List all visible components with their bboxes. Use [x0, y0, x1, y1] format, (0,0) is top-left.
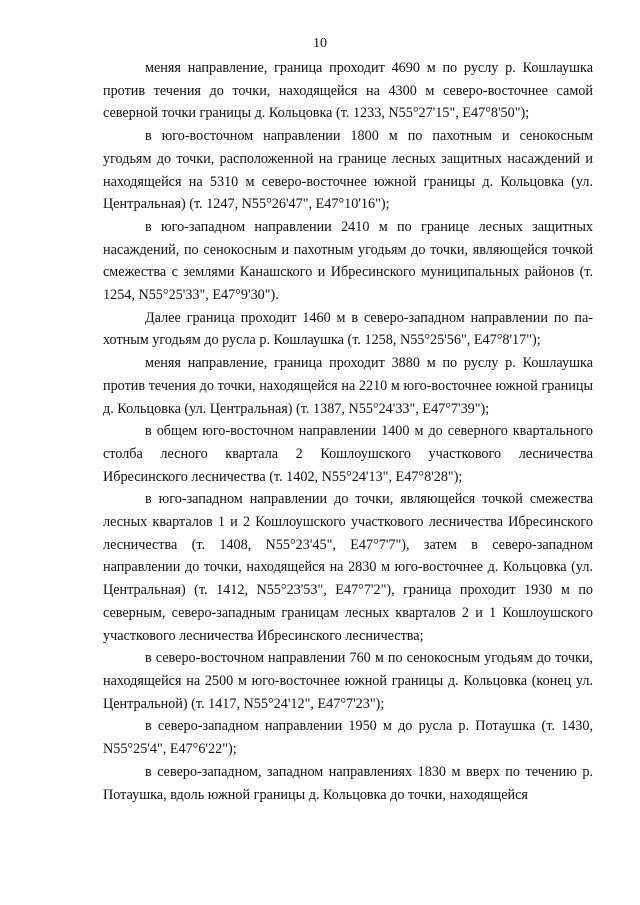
paragraph: меняя направление, граница проходит 4690 м по руслу р. Кошлаушка против течения до точки, находящейся на 4300 м северо-восточнее самой северной точки границы д. Кольцовка (т. 1233, N55°27'15", E47°8'50"); — [103, 60, 593, 122]
paragraph: Далее граница проходит 1460 м в северо-западном направлении по пахотным угодьям до русла р. Кошлаушка (т. 1258, N55°25'56", E47°8'17"); — [103, 309, 593, 349]
paragraph: в юго-восточном направлении 1800 м по пахотным и сенокосным угодьям до точки, расположенной на границе лесных защитных насаждений и находящейся на 5310 м северо-восточнее южной границы д. Кольцовка (ул. Центральная) (т. 1247, N55°26'47", E47°10'16"); — [103, 128, 593, 213]
paragraph: в юго-западном направлении 2410 м по границе лесных защитных насаждений, по сенокосным и пахотным угодьям до точки, являющейся точкой смежества с землями Канашского и Ибресинского муниципальных районов (т. 1254, N55°25'33", E47°9'30"). — [103, 218, 593, 304]
paragraph: меняя направление, граница проходит 3880 м по руслу р. Кошлаушка против течения до точки, находящейся на 2210 м юго-восточнее южной границы д. Кольцовка (ул. Центральная) (т. 1387, N55°24'33", E47°7'39"); — [103, 355, 593, 417]
page-number: 10 — [313, 36, 327, 51]
paragraph: в общем юго-восточном направлении 1400 м до северного квартального столба лесного квартала 2 Кошлоушского участкового лесничества Ибресинского лесничества (т. 1402, N55°24'13", E47°8'28"); — [103, 423, 593, 485]
paragraph: в северо-восточном направлении 760 м по сенокосным угодьям до точки, находящейся на 2500 м юго-восточнее южной границы д. Кольцовка (конец ул. Центральной) (т. 1417, N55°24'12", E47°7'23"); — [103, 650, 593, 712]
document-body — [103, 57, 593, 806]
paragraph: в северо-западном направлении 1950 м до русла р. Потаушка (т. 1430, N55°25'4", E47°6'22"); — [103, 718, 593, 758]
paragraph: в юго-западном направлении до точки, являющейся точкой смежества лесных кварталов 1 и 2 Кошлоушского участкового лесничества Ибресинского лесничества (т. 1408, N55°23'45", E47°7'7"), затем в северо-западном направлении до точки, находящейся на 2830 м юго-восточнее д. Кольцовка (ул. Центральная) (т. 1412, N55°23'53", E47°7'2"), граница проходит 1930 м по северным, северо-западным границам лесных кварталов 2 и 1 Кошлоушского участкового лесничества Ибресинского лесничества; — [103, 491, 593, 644]
paragraph: в северо-западном, западном направлениях 1830 м вверх по течению р. Потаушка, вдоль южной границы д. Кольцовка до точки, находящейся — [103, 763, 593, 803]
